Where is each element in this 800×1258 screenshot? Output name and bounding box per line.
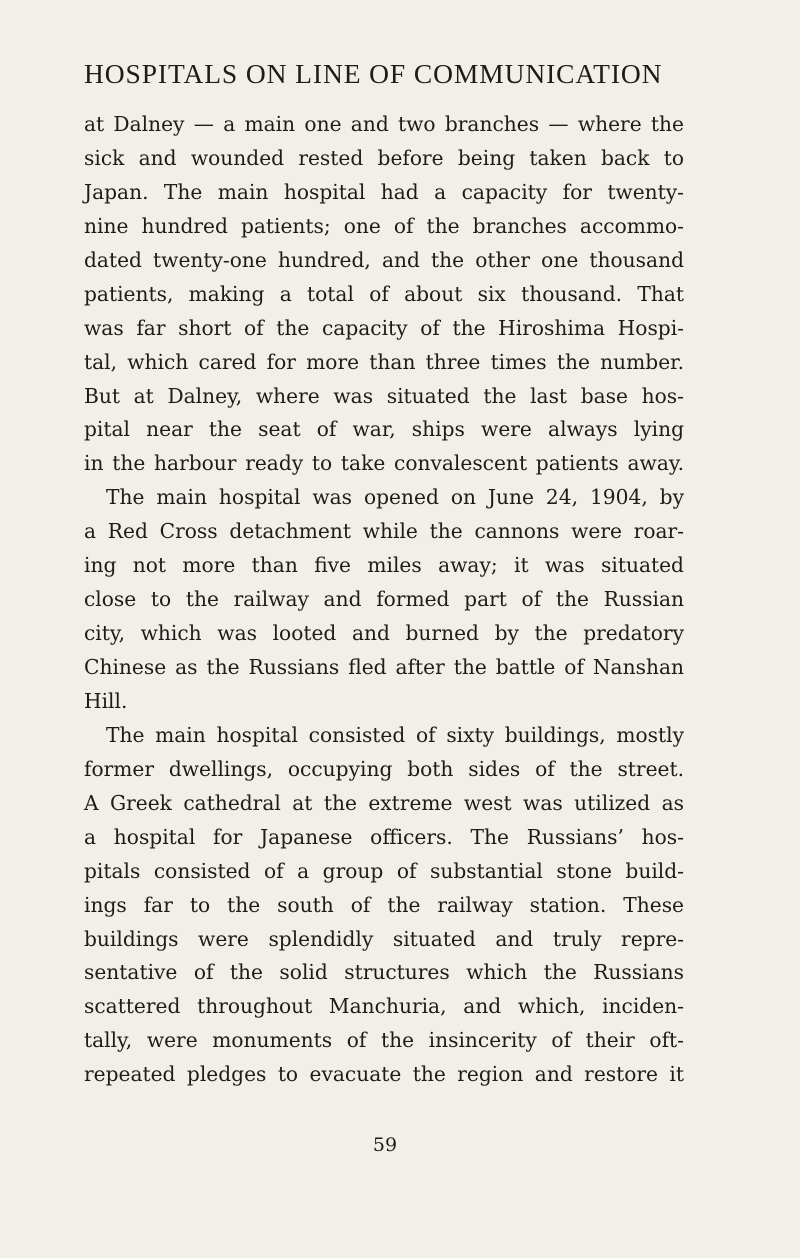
text-line: ing not more than five miles away; it was situated	[84, 553, 684, 578]
text-line: in the harbour ready to take convalescent patients away.	[84, 451, 684, 476]
text-line: a hospital for Japanese officers. The Russians’ hos-	[84, 824, 684, 849]
body-text	[84, 108, 684, 1092]
text-line: But at Dalney, where was situated the last base hos-	[84, 383, 684, 408]
text-line: Hill.	[84, 688, 128, 713]
text-line: was far short of the capacity of the Hiroshima Hospi-	[84, 315, 684, 340]
text-line: city, which was looted and burned by the predatory	[84, 621, 684, 646]
text-line: former dwellings, occupying both sides of the street.	[84, 756, 684, 781]
text-line: patients, making a total of about six thousand. That	[84, 281, 684, 306]
text-line: at Dalney — a main one and two branches — where the	[84, 112, 684, 136]
text-line: nine hundred patients; one of the branches accommo-	[84, 213, 684, 238]
text-line: repeated pledges to evacuate the region and restore it	[84, 1062, 684, 1087]
text-line: tal, which cared for more than three times the number.	[84, 349, 684, 374]
text-line: close to the railway and formed part of the Russian	[84, 587, 684, 612]
text-line: tally, were monuments of the insincerity of their oft-	[84, 1028, 684, 1053]
text-line: buildings were splendidly situated and truly repre-	[84, 926, 684, 951]
text-line: a Red Cross detachment while the cannons were roar-	[84, 519, 684, 544]
text-line: Japan. The main hospital had a capacity for twenty-	[84, 179, 684, 204]
text-line: pitals consisted of a group of substantial stone build-	[84, 858, 684, 883]
page-number: 59	[372, 1134, 398, 1156]
text-line: sick and wounded rested before being taken back to	[84, 145, 684, 170]
text-line: dated twenty-one hundred, and the other one thousand	[84, 247, 684, 272]
running-head: HOSPITALS ON LINE OF COMMUNICATION	[84, 58, 663, 89]
text-line: A Greek cathedral at the extreme west was utilized as	[84, 790, 684, 815]
text-line: sentative of the solid structures which the Russians	[84, 960, 684, 985]
text-line: The main hospital consisted of sixty buildings, mostly	[106, 722, 684, 747]
text-line: pital near the seat of war, ships were always lying	[84, 417, 684, 442]
text-line: The main hospital was opened on June 24, 1904, by	[106, 485, 684, 510]
text-line: ings far to the south of the railway station. These	[84, 892, 684, 917]
text-line: scattered throughout Manchuria, and which, inciden-	[84, 994, 684, 1019]
text-line: Chinese as the Russians fled after the battle of Nanshan	[84, 655, 684, 679]
